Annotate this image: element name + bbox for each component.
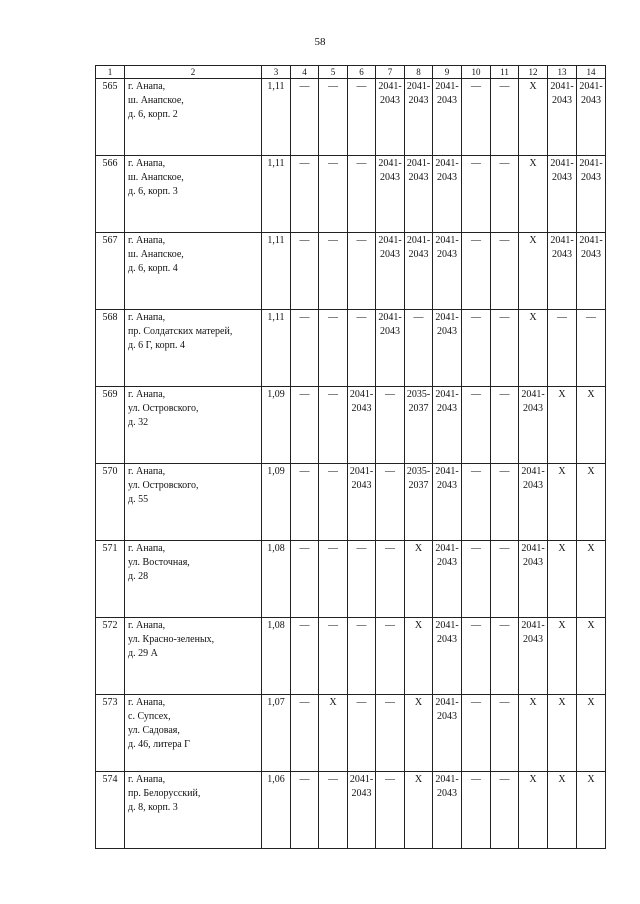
value-cell-col-12: Х	[519, 695, 548, 772]
value-cell-col-12: 2041- 2043	[519, 464, 548, 541]
address-line: пр. Солдатских матерей,	[128, 326, 233, 337]
value-cell-col-10: —	[462, 695, 491, 772]
value-cell-col-11: —	[491, 618, 519, 695]
column-number-cell: 9	[433, 66, 462, 79]
value-cell-col-11: —	[491, 156, 519, 233]
address-cell	[125, 156, 262, 233]
value-cell-col-5: Х	[319, 695, 348, 772]
value-cell-col-8: Х	[405, 541, 433, 618]
address-line: д. 32	[128, 417, 149, 428]
row-number-cell: 574	[96, 772, 125, 849]
address-line: д. 55	[128, 494, 149, 505]
table-row	[96, 233, 606, 310]
address-line: д. 29 А	[128, 648, 158, 659]
value-cell-col-8: 2041- 2043	[405, 79, 433, 156]
value-cell-col-12: Х	[519, 310, 548, 387]
value-cell-col-13: 2041- 2043	[548, 79, 577, 156]
value-cell-col-12: Х	[519, 79, 548, 156]
row-number-cell: 566	[96, 156, 125, 233]
address-line: д. 6, корп. 2	[128, 109, 178, 120]
address-line: д. 6 Г, корп. 4	[128, 340, 185, 351]
address-line: ул. Островского,	[128, 480, 199, 491]
address-line: д. 28	[128, 571, 149, 582]
value-cell-col-9: 2041- 2043	[433, 233, 462, 310]
value-cell-col-13: —	[548, 310, 577, 387]
value-cell-col-7: —	[376, 772, 405, 849]
address-line: г. Анапа,	[128, 158, 166, 169]
value-cell-col-14: Х	[577, 541, 606, 618]
row-number-cell: 568	[96, 310, 125, 387]
coefficient-cell: 1,09	[262, 464, 291, 541]
table-row	[96, 464, 606, 541]
value-cell-col-7: —	[376, 618, 405, 695]
address-line: д. 8, корп. 3	[128, 802, 178, 813]
coefficient-cell: 1,08	[262, 618, 291, 695]
value-cell-col-7: —	[376, 387, 405, 464]
coefficient-cell: 1,11	[262, 79, 291, 156]
address-line: д. 6, корп. 3	[128, 186, 178, 197]
table-row	[96, 541, 606, 618]
value-cell-col-5: —	[319, 79, 348, 156]
address-cell	[125, 541, 262, 618]
address-line: ул. Восточная,	[128, 557, 190, 568]
value-cell-col-8: 2041- 2043	[405, 233, 433, 310]
value-cell-col-10: —	[462, 233, 491, 310]
address-line: ш. Анапское,	[128, 172, 184, 183]
value-cell-col-9: 2041- 2043	[433, 772, 462, 849]
value-cell-col-14: 2041- 2043	[577, 79, 606, 156]
value-cell-col-4: —	[291, 618, 319, 695]
value-cell-col-8: Х	[405, 618, 433, 695]
value-cell-col-5: —	[319, 310, 348, 387]
coefficient-cell: 1,08	[262, 541, 291, 618]
table-row	[96, 310, 606, 387]
value-cell-col-13: Х	[548, 464, 577, 541]
coefficient-cell: 1,06	[262, 772, 291, 849]
address-line: г. Анапа,	[128, 389, 166, 400]
value-cell-col-4: —	[291, 387, 319, 464]
value-cell-col-11: —	[491, 387, 519, 464]
address-line: ш. Анапское,	[128, 95, 184, 106]
value-cell-col-7: 2041- 2043	[376, 233, 405, 310]
value-cell-col-6: —	[348, 618, 376, 695]
address-cell	[125, 695, 262, 772]
value-cell-col-4: —	[291, 310, 319, 387]
address-line: ш. Анапское,	[128, 249, 184, 260]
value-cell-col-7: 2041- 2043	[376, 156, 405, 233]
value-cell-col-11: —	[491, 464, 519, 541]
value-cell-col-6: 2041- 2043	[348, 772, 376, 849]
value-cell-col-4: —	[291, 79, 319, 156]
table-row	[96, 772, 606, 849]
address-cell	[125, 79, 262, 156]
row-number-cell: 570	[96, 464, 125, 541]
value-cell-col-7: —	[376, 695, 405, 772]
coefficient-cell: 1,11	[262, 156, 291, 233]
value-cell-col-13: Х	[548, 695, 577, 772]
value-cell-col-10: —	[462, 618, 491, 695]
column-number-row	[96, 66, 606, 79]
value-cell-col-7: —	[376, 464, 405, 541]
value-cell-col-5: —	[319, 233, 348, 310]
value-cell-col-9: 2041- 2043	[433, 79, 462, 156]
address-line: г. Анапа,	[128, 543, 166, 554]
page-number: 58	[314, 36, 326, 48]
value-cell-col-11: —	[491, 310, 519, 387]
row-number-cell: 573	[96, 695, 125, 772]
column-number-cell: 4	[291, 66, 319, 79]
column-number-cell: 1	[96, 66, 125, 79]
value-cell-col-11: —	[491, 772, 519, 849]
value-cell-col-6: —	[348, 233, 376, 310]
value-cell-col-11: —	[491, 233, 519, 310]
column-number-cell: 11	[491, 66, 519, 79]
column-number-cell: 10	[462, 66, 491, 79]
address-line: ул. Красно-зеленых,	[128, 634, 215, 645]
column-number-cell: 7	[376, 66, 405, 79]
column-number-cell: 5	[319, 66, 348, 79]
value-cell-col-5: —	[319, 464, 348, 541]
row-number-cell: 565	[96, 79, 125, 156]
value-cell-col-4: —	[291, 156, 319, 233]
address-cell	[125, 464, 262, 541]
value-cell-col-5: —	[319, 541, 348, 618]
address-cell	[125, 233, 262, 310]
value-cell-col-14: —	[577, 310, 606, 387]
value-cell-col-4: —	[291, 772, 319, 849]
value-cell-col-12: Х	[519, 156, 548, 233]
column-number-cell: 3	[262, 66, 291, 79]
schedule-table	[95, 65, 606, 849]
value-cell-col-13: Х	[548, 772, 577, 849]
value-cell-col-4: —	[291, 541, 319, 618]
column-number-cell: 2	[125, 66, 262, 79]
value-cell-col-10: —	[462, 79, 491, 156]
value-cell-col-11: —	[491, 695, 519, 772]
address-line: г. Анапа,	[128, 81, 166, 92]
value-cell-col-10: —	[462, 310, 491, 387]
row-number-cell: 567	[96, 233, 125, 310]
value-cell-col-5: —	[319, 156, 348, 233]
value-cell-col-7: 2041- 2043	[376, 310, 405, 387]
value-cell-col-13: 2041- 2043	[548, 233, 577, 310]
value-cell-col-11: —	[491, 541, 519, 618]
value-cell-col-7: —	[376, 541, 405, 618]
value-cell-col-8: 2035- 2037	[405, 464, 433, 541]
address-line: г. Анапа,	[128, 235, 166, 246]
value-cell-col-9: 2041- 2043	[433, 310, 462, 387]
value-cell-col-12: 2041- 2043	[519, 387, 548, 464]
value-cell-col-8: Х	[405, 772, 433, 849]
value-cell-col-5: —	[319, 618, 348, 695]
value-cell-col-14: Х	[577, 618, 606, 695]
value-cell-col-4: —	[291, 695, 319, 772]
value-cell-col-10: —	[462, 541, 491, 618]
column-number-cell: 14	[577, 66, 606, 79]
value-cell-col-13: Х	[548, 618, 577, 695]
value-cell-col-8: 2035- 2037	[405, 387, 433, 464]
value-cell-col-10: —	[462, 772, 491, 849]
address-line: д. 46, литера Г	[128, 739, 190, 750]
value-cell-col-12: 2041- 2043	[519, 618, 548, 695]
value-cell-col-10: —	[462, 464, 491, 541]
coefficient-cell: 1,09	[262, 387, 291, 464]
value-cell-col-13: Х	[548, 387, 577, 464]
value-cell-col-6: —	[348, 541, 376, 618]
table-row	[96, 156, 606, 233]
value-cell-col-14: Х	[577, 464, 606, 541]
address-cell	[125, 772, 262, 849]
value-cell-col-9: 2041- 2043	[433, 541, 462, 618]
value-cell-col-6: 2041- 2043	[348, 387, 376, 464]
address-line: г. Анапа,	[128, 620, 166, 631]
value-cell-col-5: —	[319, 772, 348, 849]
row-number-cell: 572	[96, 618, 125, 695]
address-cell	[125, 618, 262, 695]
value-cell-col-9: 2041- 2043	[433, 695, 462, 772]
value-cell-col-14: Х	[577, 772, 606, 849]
value-cell-col-14: 2041- 2043	[577, 156, 606, 233]
value-cell-col-12: Х	[519, 233, 548, 310]
value-cell-col-9: 2041- 2043	[433, 618, 462, 695]
value-cell-col-13: Х	[548, 541, 577, 618]
table-row	[96, 387, 606, 464]
table-row	[96, 618, 606, 695]
table-row	[96, 79, 606, 156]
value-cell-col-14: 2041- 2043	[577, 233, 606, 310]
value-cell-col-13: 2041- 2043	[548, 156, 577, 233]
value-cell-col-6: —	[348, 156, 376, 233]
row-number-cell: 571	[96, 541, 125, 618]
value-cell-col-4: —	[291, 464, 319, 541]
coefficient-cell: 1,11	[262, 310, 291, 387]
table-row	[96, 695, 606, 772]
address-line: ул. Островского,	[128, 403, 199, 414]
value-cell-col-6: 2041- 2043	[348, 464, 376, 541]
address-line: г. Анапа,	[128, 466, 166, 477]
coefficient-cell: 1,11	[262, 233, 291, 310]
address-line: г. Анапа,	[128, 312, 166, 323]
address-line: пр. Белорусский,	[128, 788, 201, 799]
value-cell-col-8: —	[405, 310, 433, 387]
value-cell-col-10: —	[462, 387, 491, 464]
address-line: г. Анапа,	[128, 774, 166, 785]
column-number-cell: 13	[548, 66, 577, 79]
value-cell-col-10: —	[462, 156, 491, 233]
value-cell-col-4: —	[291, 233, 319, 310]
value-cell-col-5: —	[319, 387, 348, 464]
address-cell	[125, 387, 262, 464]
address-line: г. Анапа,	[128, 697, 166, 708]
value-cell-col-12: Х	[519, 772, 548, 849]
value-cell-col-8: 2041- 2043	[405, 156, 433, 233]
value-cell-col-14: Х	[577, 387, 606, 464]
value-cell-col-9: 2041- 2043	[433, 464, 462, 541]
address-line: д. 6, корп. 4	[128, 263, 178, 274]
address-cell	[125, 310, 262, 387]
value-cell-col-9: 2041- 2043	[433, 156, 462, 233]
coefficient-cell: 1,07	[262, 695, 291, 772]
value-cell-col-12: 2041- 2043	[519, 541, 548, 618]
value-cell-col-11: —	[491, 79, 519, 156]
address-line: с. Супсех,	[128, 711, 171, 722]
address-line: ул. Садовая,	[128, 725, 180, 736]
value-cell-col-9: 2041- 2043	[433, 387, 462, 464]
value-cell-col-6: —	[348, 79, 376, 156]
value-cell-col-6: —	[348, 695, 376, 772]
column-number-cell: 8	[405, 66, 433, 79]
row-number-cell: 569	[96, 387, 125, 464]
column-number-cell: 6	[348, 66, 376, 79]
value-cell-col-14: Х	[577, 695, 606, 772]
value-cell-col-7: 2041- 2043	[376, 79, 405, 156]
value-cell-col-6: —	[348, 310, 376, 387]
column-number-cell: 12	[519, 66, 548, 79]
value-cell-col-8: Х	[405, 695, 433, 772]
